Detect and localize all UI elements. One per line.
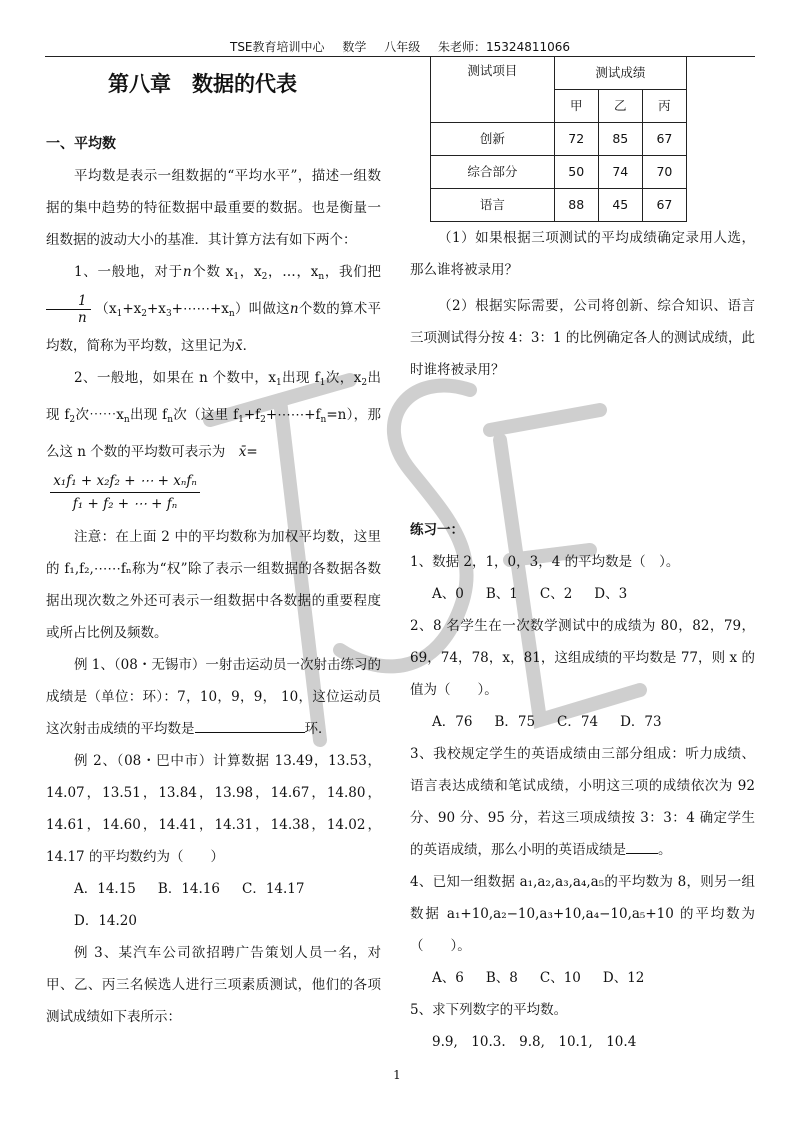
practice-4-options: A、6 B、8 C、10 D、12 (432, 970, 645, 986)
practice-2: 2、8 名学生在一次数学测试中的成绩为 80，82，79，69，74，78，x，81，这组成绩的平均数是 77，则 x 的值为（ ）。 (410, 618, 755, 698)
table-candidate: 乙 (598, 90, 642, 123)
section-title: 一、平均数 (46, 136, 116, 152)
right-column (410, 58, 755, 1058)
chapter-title: 第八章 数据的代表 (108, 72, 297, 96)
practice-5-data: 9.9, 10.3. 9.8, 10.1, 10.4 (432, 1034, 637, 1050)
answer-blank[interactable] (195, 718, 305, 733)
table-row: 综合部分 50 74 70 (431, 156, 687, 189)
header-subject: 数学 (342, 40, 367, 54)
table-candidate: 丙 (642, 90, 686, 123)
page-number: 1 (393, 1068, 401, 1082)
answer-blank[interactable] (626, 839, 658, 854)
fraction-one-over-n: $\frac{1}{n}$ (46, 293, 91, 326)
intro-paragraph: 平均数是表示一组数据的“平均水平”，描述一组数据的集中趋势的特征数据中最重要的数据。也是衡量一组数据的波动大小的基准．其计算方法有如下两个： (46, 168, 381, 248)
table-candidate: 甲 (554, 90, 598, 123)
definition-2: 2、一般地，如果在 n 个数中，$x_1$出现 $f_1$次，$x_2$出现 $f_2$次$\cdots\cdots x_n$出现 $f_n$次（这里 $f_1+f_2+\cdots\cdots+f_n=n$），那么这 n 个数的平均数可表示为 x̄= (46, 370, 381, 460)
definition-1: 1、一般地，对于n个数 $x_1$，$x_2$，…，$x_n$，我们把 $\frac{1}{n}$ $(x_1+x_2+x_3+\cdots\cdots+x_n)$叫做这n个数的算术平均数，简称为平均数，这里记为x̄． (46, 264, 381, 354)
table-header-item: 测试项目 (431, 57, 555, 123)
left-column (46, 58, 381, 1033)
question-1: （1）如果根据三项测试的平均成绩确定录用人选，那么谁将被录用？ (410, 230, 755, 278)
practice-5: 5、求下列数字的平均数。 (410, 1002, 568, 1018)
practice-1: 1、数据 2，1，0，3，4 的平均数是（ ）。 (410, 554, 680, 570)
practice-title: 练习一： (410, 522, 464, 538)
header-grade: 八年级 (384, 40, 421, 54)
table-row: 创新 72 85 67 (431, 123, 687, 156)
practice-2-options: A．76 B．75 C．74 D．73 (432, 714, 662, 730)
header-org: TSE教育培训中心 (229, 40, 325, 54)
example-3: 例 3、某汽车公司欲招聘广告策划人员一名，对甲、乙、丙三名候选人进行三项素质测试，他们的各项测试成绩如下表所示： (46, 945, 381, 1025)
note-paragraph: 注意：在上面 2 中的平均数称为加权平均数，这里的 f₁,f₂,⋯⋯fₙ称为“权”除了表示一组数据的各数据各数据出现次数之外还可表示一组数据中各数据的重要程度或所占比例及频数。 (46, 529, 381, 641)
example-2: 例 2、（08・巴中市）计算数据 13.49，13.53，14.07，13.51，13.84，13.98，14.67，14.80，14.61，14.60，14.41，14.31，14.38，14.02，14.17 的平均数约为（ ） (46, 753, 381, 865)
practice-3: 3、我校规定学生的英语成绩由三部分组成：听力成绩、语言表达成绩和笔试成绩，小明这三项的成绩依次为 92 分、90 分、95 分，若这三项成绩按 3：3：4 确定学生的英语成绩，那么小明的英语成绩是 。 (410, 746, 755, 858)
practice-4: 4、已知一组数据 a₁,a₂,a₃,a₄,a₅的平均数为 8，则另一组数据 a₁+10,a₂−10,a₃+10,a₄−10,a₅+10 的平均数为（ ）。 (410, 874, 755, 954)
example-1: 例 1、（08・无锡市）一射击运动员一次射击练习的成绩是（单位：环）：7，10，9，9， 10，这位运动员这次射击成绩的平均数是 环． (46, 657, 381, 737)
table-header-score: 测试成绩 (554, 57, 686, 90)
question-2: （2）根据实际需要，公司将创新、综合知识、语言三项测试得分按 4：3：1 的比例确定各人的测试成绩，此时谁将被录用？ (410, 298, 755, 378)
practice-1-options: A、0 B、1 C、2 D、3 (432, 586, 628, 602)
example-2-options: A．14.15 B．14.16 C．14.17D．14.20 (74, 881, 305, 929)
score-table (430, 56, 687, 222)
page-header (45, 38, 755, 57)
header-teacher: 朱老师：15324811066 (438, 40, 571, 54)
weighted-mean-formula: x₁f₁ + x₂f₂ + ⋯ + xₙfₙ f₁ + f₂ + ⋯ + fₙ (50, 470, 200, 515)
table-row: 语言 88 45 67 (431, 189, 687, 222)
